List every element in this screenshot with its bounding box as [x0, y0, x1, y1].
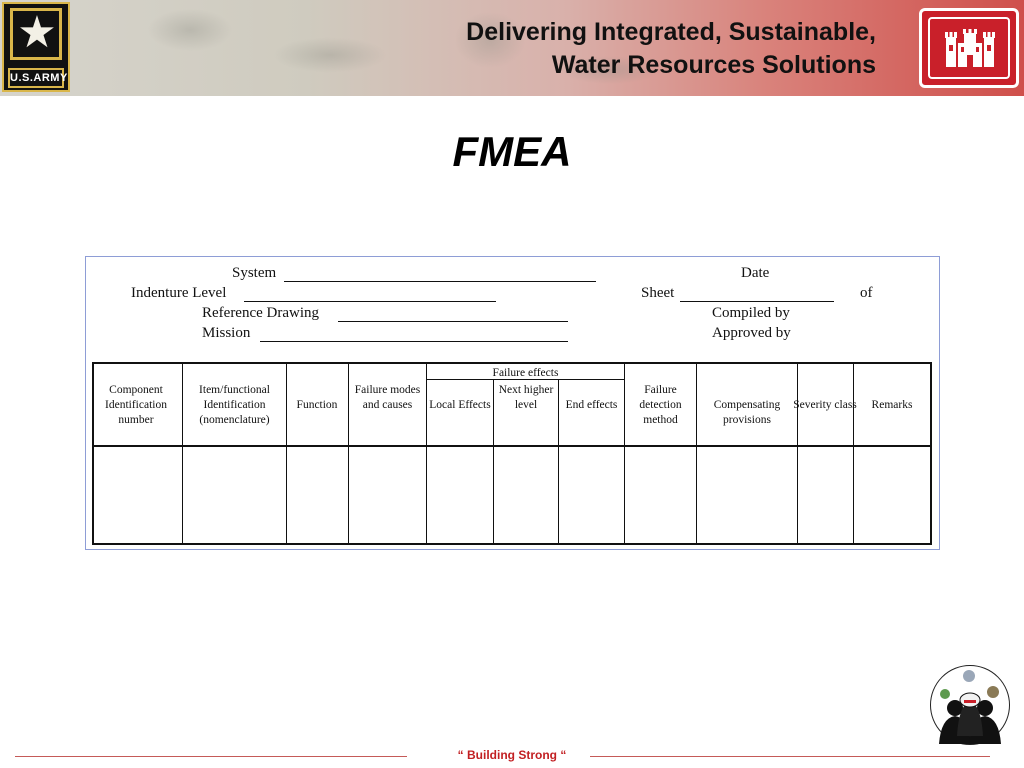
reference-drawing-underline	[338, 321, 568, 322]
table-top-border	[92, 362, 932, 364]
col-header-failure-detection: Failure detection method	[639, 384, 682, 426]
mission-label: Mission	[202, 325, 251, 341]
reference-drawing-label: Reference Drawing	[202, 305, 320, 321]
col-header-component-id: Component Identification number	[105, 384, 167, 426]
col-header-failure-modes: Failure modes and causes	[354, 384, 421, 411]
building-strong-logo	[930, 665, 1010, 745]
failure-effects-group-header: Failure effects	[492, 367, 559, 379]
slide-title: FMEA	[452, 128, 572, 175]
army-star-box	[10, 8, 62, 60]
mission-underline	[260, 341, 568, 342]
footer-slogan: “ Building Strong “	[457, 748, 567, 762]
fmea-form-image	[85, 256, 940, 550]
of-label: of	[860, 285, 873, 301]
col-divider-4	[426, 362, 427, 545]
usace-castle-logo	[919, 8, 1019, 88]
footer-rule-right	[590, 756, 990, 757]
col-header-next-higher-level: Next higher level	[498, 384, 554, 411]
date-label: Date	[741, 265, 770, 281]
army-logo-text: U.S.ARMY	[8, 68, 64, 88]
people-circle-icon	[931, 666, 1009, 744]
sheet-label: Sheet	[641, 285, 675, 301]
col-divider-9	[797, 362, 798, 545]
usace-logo-frame	[928, 17, 1010, 79]
sheet-underline	[680, 301, 834, 302]
col-header-function: Function	[296, 399, 338, 411]
indenture-level-label: Indenture Level	[131, 285, 227, 301]
col-header-item-functional-id: Item/functional Identification (nomenclature)	[199, 384, 270, 426]
col-header-local-effects: Local Effects	[429, 399, 491, 411]
compiled-by-label: Compiled by	[712, 305, 790, 321]
col-header-compensating-provisions: Compensating provisions	[713, 399, 781, 426]
table-right-border	[930, 362, 932, 545]
header-banner	[0, 0, 1024, 96]
col-divider-2	[286, 362, 287, 545]
system-underline	[284, 281, 596, 282]
star-icon: ★	[17, 7, 57, 58]
col-divider-10	[853, 362, 854, 545]
col-divider-8	[696, 362, 697, 545]
banner-title	[356, 16, 876, 82]
castle-icon	[944, 29, 996, 67]
table-header-divider	[92, 445, 932, 447]
indenture-level-underline	[244, 301, 496, 302]
banner-title-line1: Delivering Integrated, Sustainable,	[466, 18, 876, 46]
approved-by-label: Approved by	[712, 325, 791, 341]
banner-title-line2: Water Resources Solutions	[551, 51, 876, 79]
footer-rule-left	[15, 756, 407, 757]
col-header-remarks: Remarks	[871, 399, 913, 411]
table-bottom-border	[92, 543, 932, 545]
system-label: System	[232, 265, 277, 281]
us-army-logo	[2, 2, 70, 92]
col-header-end-effects: End effects	[565, 399, 618, 411]
col-header-severity-class: Severity class	[793, 399, 857, 411]
